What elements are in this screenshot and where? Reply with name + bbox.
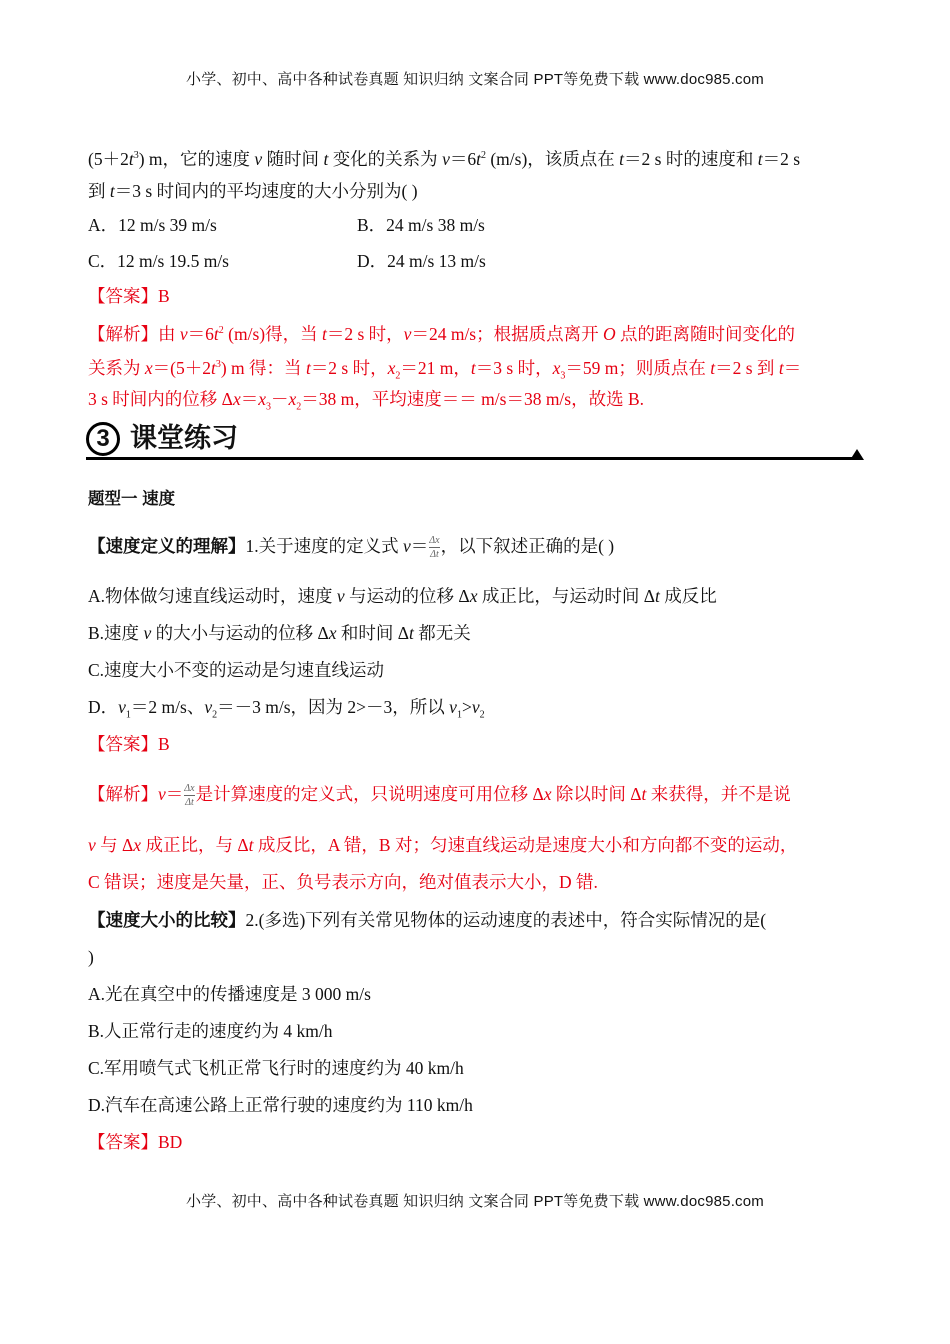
q1-option-a: A.物体做匀速直线运动时，速度 v 与运动的位移 Δx 成正比，与运动时间 Δt 成反比 bbox=[88, 586, 717, 606]
intro-option-d: D．24 m/s 13 m/s bbox=[357, 251, 486, 271]
intro-question-line-1: $(5+2t^3)$ m，它的速度 v 随时间 t 变化的关系为 $v=6t^2$ (m/s)，该质点在 t＝2 s 时的速度和 t＝2 s bbox=[88, 148, 801, 169]
q1-answer: 【答案】B bbox=[88, 734, 170, 754]
intro-question-line-2: 到 t＝3 s 时间内的平均速度的大小分别为( ) bbox=[88, 181, 418, 201]
section-triangle-icon bbox=[850, 449, 864, 460]
q1-stem: 【速度定义的理解】1.关于速度的定义式 v＝ $\frac{\Delta x}{\Delta t}$ ，以下叙述正确的是( ) bbox=[88, 535, 615, 561]
section-rule bbox=[86, 457, 856, 460]
q2-stem-text: 2.(多选)下列有关常见物体的运动速度的表述中，符合实际情况的是( bbox=[245, 910, 767, 930]
intro-explanation-line-2: 关系为 $x=(5+2t^3)$ m 得：当 t＝2 s 时，$x_2=21$ m，t＝3 s 时，$x_3=59$ m；则质点在 t＝2 s 到 t＝ bbox=[88, 357, 802, 382]
intro-answer: 【答案】B bbox=[88, 286, 170, 306]
delta-fraction-icon: $\frac{\Delta x}{\Delta t}$ bbox=[429, 535, 440, 561]
q2-option-c: C.军用喷气式飞机正常飞行时的速度约为 40 km/h bbox=[88, 1058, 464, 1078]
q1-option-b: B.速度 v 的大小与运动的位移 Δx 和时间 Δt 都无关 bbox=[88, 623, 471, 643]
intro-option-b: B．24 m/s 38 m/s bbox=[357, 215, 485, 235]
type-title: 题型一 速度 bbox=[88, 490, 176, 508]
q2-option-a: A.光在真空中的传播速度是 3 000 m/s bbox=[88, 984, 371, 1004]
q1-option-c: C.速度大小不变的运动是匀速直线运动 bbox=[88, 660, 385, 680]
q2-option-b: B.人正常行走的速度约为 4 km/h bbox=[88, 1021, 333, 1041]
q1-trail: ，以下叙述正确的是( ) bbox=[440, 536, 615, 556]
section-title: 课堂练习 bbox=[130, 423, 238, 454]
intro-option-a: A．12 m/s 39 m/s bbox=[88, 215, 217, 235]
delta-fraction-icon: $\frac{\Delta x}{\Delta t}$ bbox=[184, 783, 195, 809]
intro-explanation-line-1: 【解析】由 $v=6t^2$ (m/s)得，当 t＝2 s 时，v＝24 m/s；根据质点离开 O 点的距离随时间变化的 bbox=[88, 323, 796, 344]
intro-explanation-line-3: 3 s 时间内的位移 $\Delta x=x_3-x_2=38$ m，平均速度＝＝ m/s＝38 m/s，故选 B. bbox=[88, 389, 645, 413]
q2-stem-end: ) bbox=[88, 947, 94, 967]
intro-option-c: C．12 m/s 19.5 m/s bbox=[88, 251, 229, 271]
section-heading bbox=[86, 420, 864, 460]
q2-option-d: D.汽车在高速公路上正常行驶的速度约为 110 km/h bbox=[88, 1095, 473, 1115]
q2-tag: 【速度大小的比较】 bbox=[88, 910, 246, 930]
q2-answer: 【答案】BD bbox=[88, 1132, 183, 1152]
q1-explanation-line-2: v 与 Δx 成正比，与 Δt 成反比，A 错，B 对；匀速直线运动是速度大小和方向都不变的运动， bbox=[88, 835, 798, 855]
q1-lead: 1.关于速度的定义式 bbox=[245, 536, 399, 556]
section-number-badge: 3 bbox=[86, 422, 120, 456]
q1-option-d: D．$v_1=2$ m/s、$v_2=-3$ m/s，因为 2>－3，所以 $v_1>v_2$ bbox=[88, 697, 485, 721]
page-footer: 小学、初中、高中各种试卷真题 知识归纳 文案合同 PPT等免费下载 www.doc985.com bbox=[186, 1193, 764, 1210]
q1-explanation-line-3: C 错误；速度是矢量，正、负号表示方向，绝对值表示大小，D 错. bbox=[88, 872, 598, 892]
intro-question-end: 时间内的平均速度的大小分别为( ) bbox=[156, 181, 418, 201]
q1-tag: 【速度定义的理解】 bbox=[88, 536, 246, 556]
q1-explanation-line-1: 【解析】v＝ $\frac{\Delta x}{\Delta t}$ 是计算速度的定义式，只说明速度可用位移 Δx 除以时间 Δt 来获得，并不是说 bbox=[88, 783, 791, 809]
q2-stem bbox=[88, 907, 868, 933]
page-header: 小学、初中、高中各种试卷真题 知识归纳 文案合同 PPT等免费下载 www.doc985.com bbox=[186, 71, 764, 88]
